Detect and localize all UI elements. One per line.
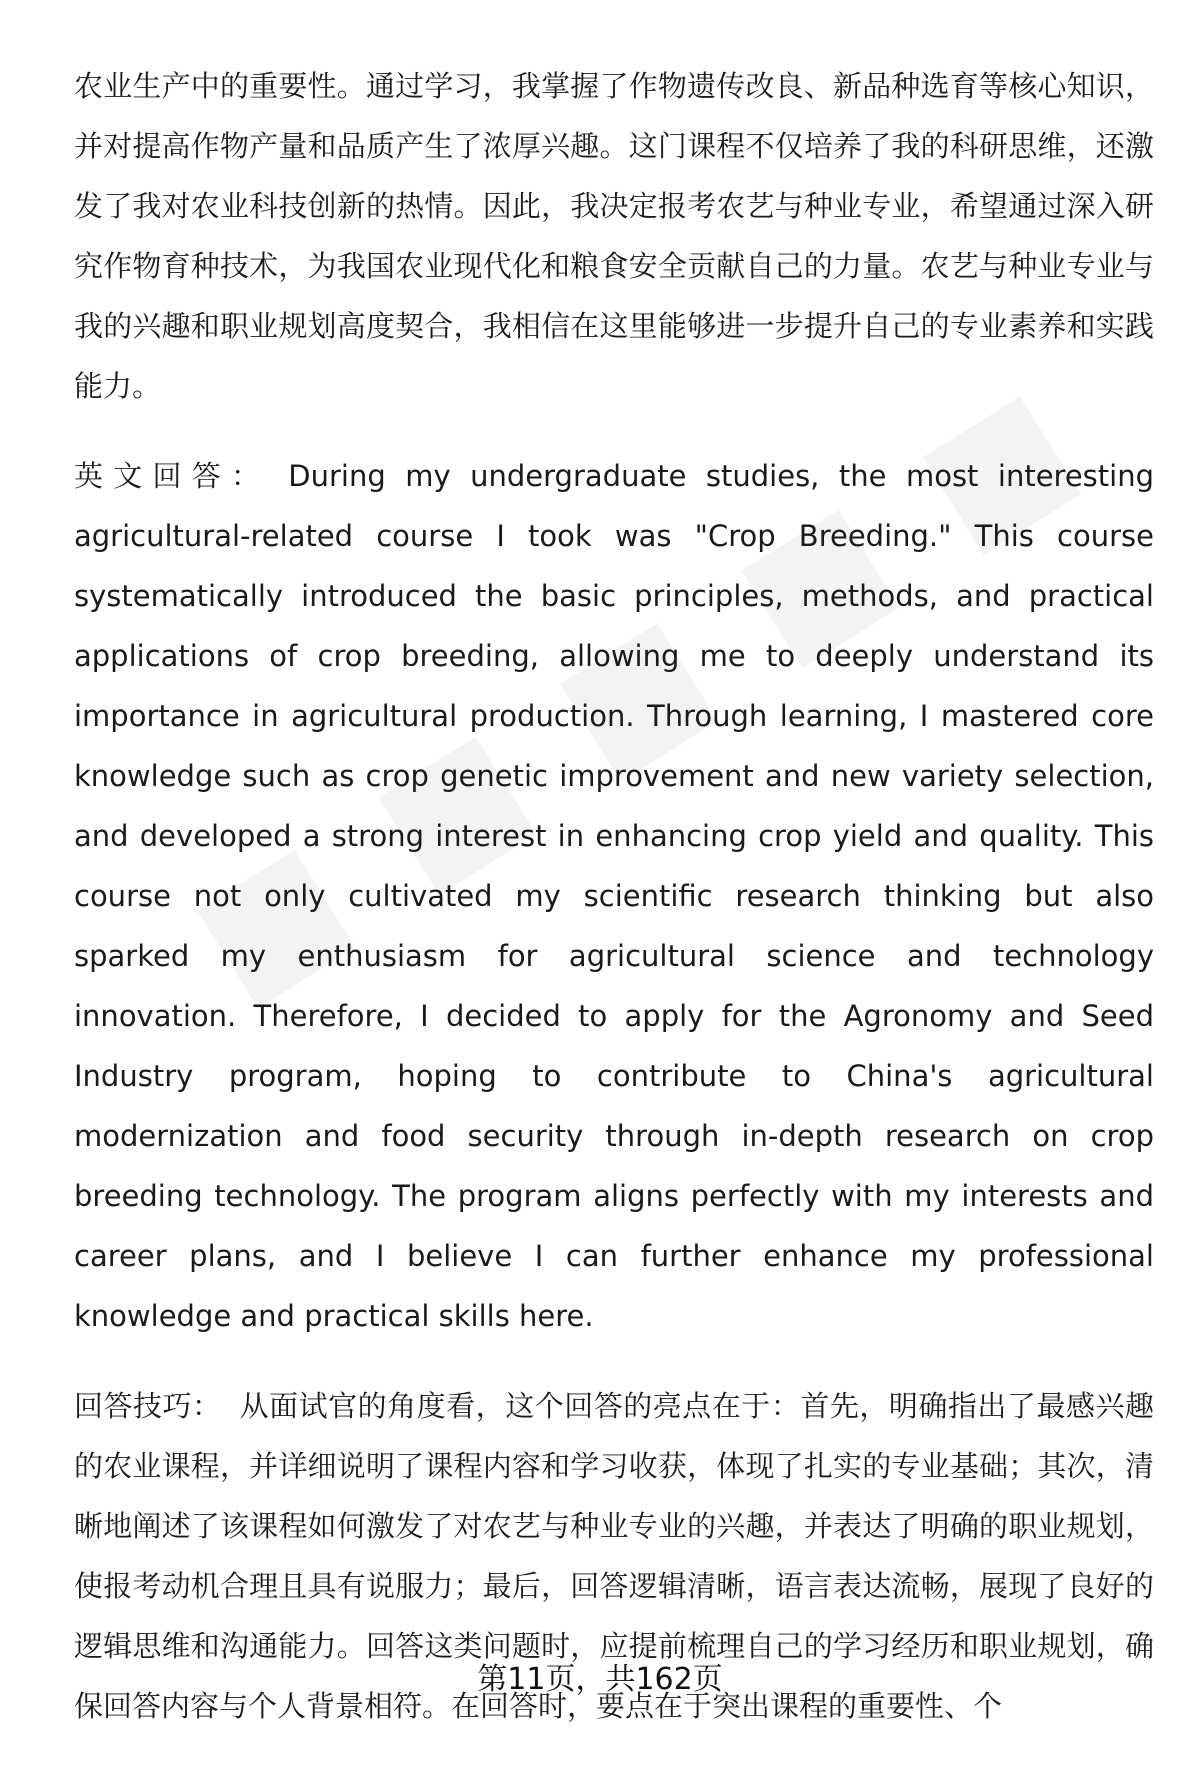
paragraph-text: During my undergraduate studies, the most interesting agricultural-related course I took was "Crop Breeding." This course systematically introduced the basic principles, methods, and practical applications of crop breeding, allowing me to deeply understand its importance in agricultural production. Through learning, I mastered core knowledge such as crop genetic improvement and new variety selection, and developed a strong interest in enhancing crop yield and quality. This course not only cultivated my scientific research thinking but also sparked my enthusiasm for agricultural science and technology innovation. Therefore, I decided to apply for the Agronomy and Seed Industry program, hoping to contribute to China's agricultural modernization and food security through in-depth research on crop breeding technology. The program aligns perfectly with my interests and career plans, and I believe I can further enhance my professional knowledge and practical skills here. xyxy=(74,459,1154,1333)
paragraph-text: 农业生产中的重要性。通过学习，我掌握了作物遗传改良、新品种选育等核心知识，并对提高作物产量和品质产生了浓厚兴趣。这门课程不仅培养了我的科研思维，还激发了我对农业科技创新的热情。因此，我决定报考农艺与种业专业，希望通过深入研究作物育种技术，为我国农业现代化和粮食安全贡献自己的力量。农艺与种业专业与我的兴趣和职业规划高度契合，我相信在这里能够进一步提升自己的专业素养和实践能力。 xyxy=(74,69,1154,403)
answer-tips-label: 回答技巧： xyxy=(74,1389,222,1423)
paragraph-chinese-answer-continued xyxy=(74,56,1154,416)
paragraph-text: 从面试官的角度看，这个回答的亮点在于：首先，明确指出了最感兴趣的农业课程，并详细说明了课程内容和学习收获，体现了扎实的专业基础；其次，清晰地阐述了该课程如何激发了对农艺与种业专业的兴趣，并表达了明确的职业规划，使报考动机合理且具有说服力；最后，回答逻辑清晰，语言表达流畅，展现了良好的逻辑思维和沟通能力。回答这类问题时，应提前梳理自己的学习经历和职业规划，确保回答内容与个人背景相符。在回答时，要点在于突出课程的重要性、个 xyxy=(74,1389,1154,1723)
english-answer-label: 英文回答： xyxy=(74,459,271,493)
document-body xyxy=(74,56,1154,1766)
paragraph-english-answer xyxy=(74,446,1154,1346)
page-number: 第11页，共162页 xyxy=(477,1662,723,1697)
